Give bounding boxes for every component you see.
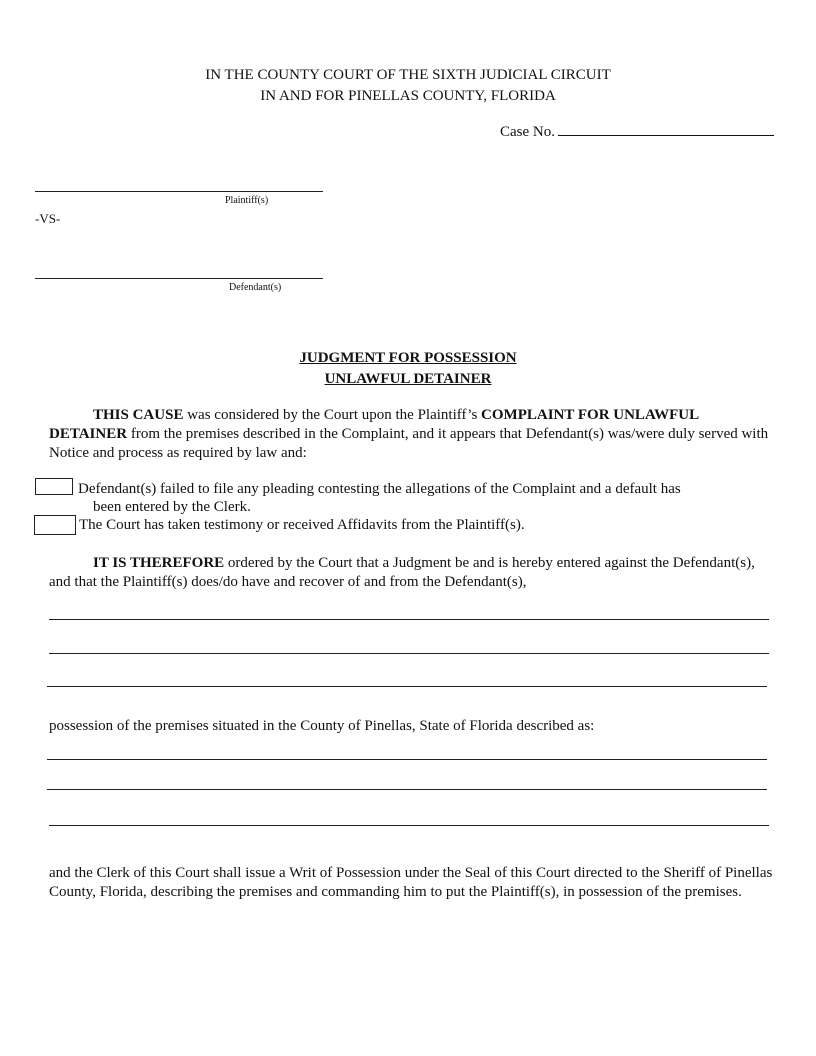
- case-number-field[interactable]: [558, 121, 774, 136]
- case-number: [500, 121, 774, 141]
- recovery-line-2[interactable]: [49, 653, 769, 654]
- complaint-title: COMPLAINT FOR UNLAWFUL DETAINER: [49, 407, 699, 442]
- document-title-text1: JUDGMENT FOR POSSESSION: [299, 350, 517, 366]
- it-is-therefore-lead: IT IS THEREFORE: [93, 555, 225, 571]
- plaintiff-label: Plaintiff(s): [225, 195, 269, 206]
- recovery-line-1[interactable]: [49, 619, 769, 620]
- plaintiff-field[interactable]: [35, 191, 323, 192]
- default-option-line1: Defendant(s) failed to file any pleading contesting the allegations of the Complaint and a default has: [78, 481, 681, 497]
- versus-label: -VS-: [35, 211, 61, 226]
- premises-line-2[interactable]: [47, 789, 767, 790]
- testimony-checkbox[interactable]: [34, 515, 76, 535]
- intro-text1: was considered by the Court upon the Plaintiff’s: [183, 407, 482, 423]
- order-text: ordered by the Court that a Judgment be and is hereby entered against the Defendant(s), and that the Plaintiff(s) does/do have and recover of and from the Defendant(s),: [49, 555, 755, 590]
- case-number-label: Case No.: [500, 124, 555, 140]
- defendant-label: Defendant(s): [229, 282, 282, 293]
- intro-text2: from the premises described in the Complaint, and it appears that Defendant(s) was/were duly served with Notice and process as required by law and:: [49, 426, 769, 461]
- court-heading-line2: IN AND FOR PINELLAS COUNTY, FLORIDA: [260, 88, 556, 104]
- possession-text: possession of the premises situated in the County of Pinellas, State of Florida described as:: [49, 718, 595, 734]
- document-title-line2: [0, 369, 816, 389]
- default-checkbox[interactable]: [35, 478, 73, 495]
- document-title-text2: UNLAWFUL DETAINER: [324, 371, 492, 387]
- defendant-field[interactable]: [35, 278, 323, 279]
- closing-paragraph: and the Clerk of this Court shall issue a Writ of Possession under the Seal of this Court directed to the Sheriff of Pinellas County, Florida, describing the premises and commanding him to put the Plaintiff(s), in possession of the premises.: [49, 865, 773, 900]
- intro-paragraph: [49, 406, 779, 463]
- premises-line-1[interactable]: [47, 759, 767, 760]
- default-option-line2: been entered by the Clerk.: [93, 499, 251, 515]
- order-paragraph: [49, 554, 779, 592]
- court-heading-line1: IN THE COUNTY COURT OF THE SIXTH JUDICIAL CIRCUIT: [205, 67, 611, 83]
- recovery-line-3[interactable]: [47, 686, 767, 687]
- testimony-option: The Court has taken testimony or received Affidavits from the Plaintiff(s).: [79, 517, 525, 533]
- premises-line-3[interactable]: [49, 825, 769, 826]
- this-cause-lead: THIS CAUSE: [93, 407, 184, 423]
- document-title-line1: [0, 348, 816, 368]
